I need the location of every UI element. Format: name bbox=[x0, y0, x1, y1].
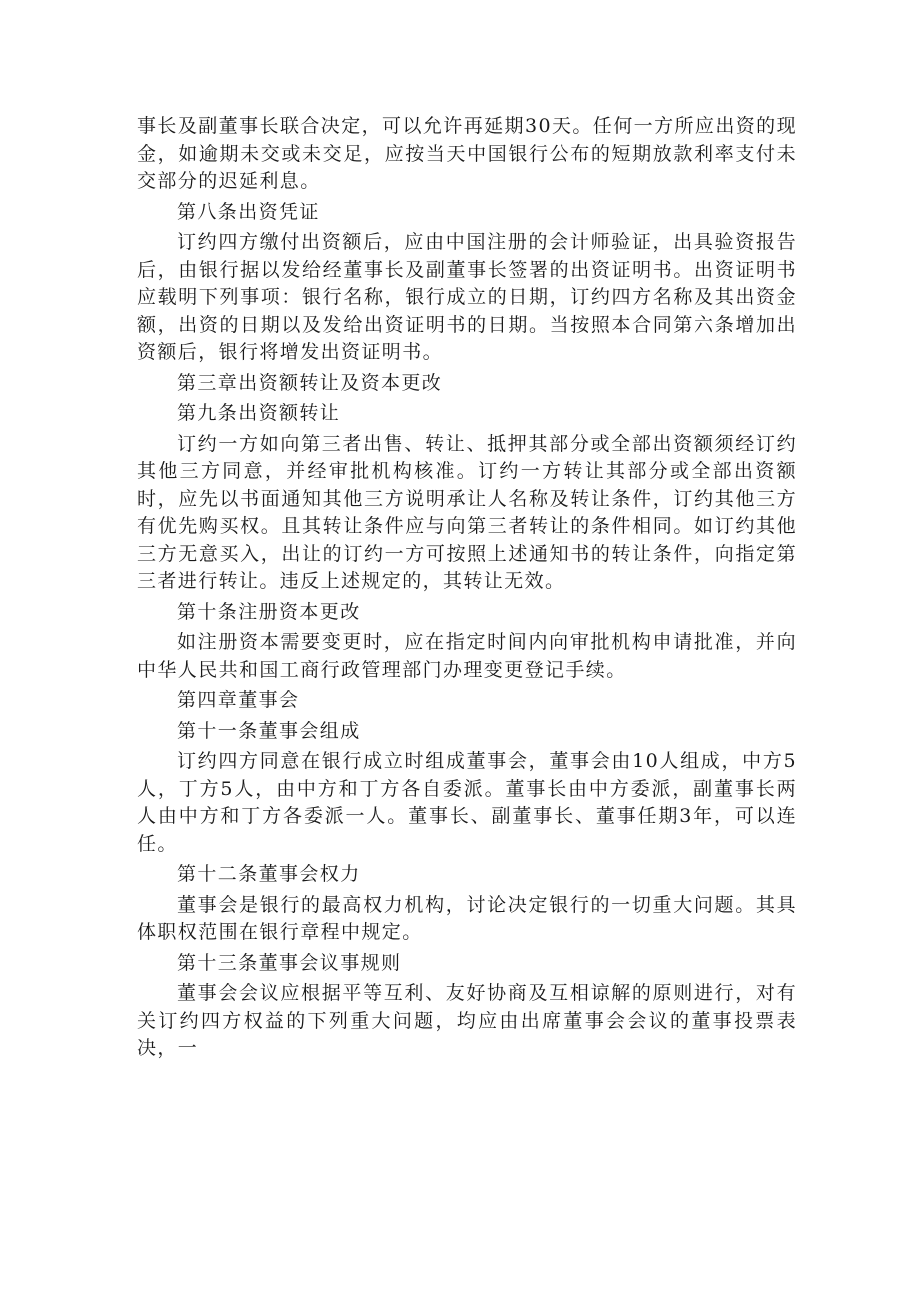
paragraph-article-13: 董事会会议应根据平等互利、友好协商及互相谅解的原则进行，对有关订约四方权益的下列重大问题，均应由出席董事会会议的董事投票表决，一 bbox=[137, 982, 797, 1059]
document-body bbox=[137, 113, 797, 1066]
article-heading-11: 第十一条董事会组成 bbox=[177, 719, 361, 742]
paragraph-article-9: 订约一方如向第三者出售、转让、抵押其部分或全部出资额须经订约其他三方同意，并经审批机构核准。订约一方转让其部分或全部出资额时，应先以书面通知其他三方说明承让人名称及转让条件，订约其他三方有优先购买权。且其转让条件应与向第三者转让的条件相同。如订约其他三方无意买入，出让的订约一方可按照上述通知书的转让条件，向指定第三者进行转让。违反上述规定的，其转让无效。 bbox=[137, 432, 797, 592]
article-heading-13: 第十三条董事会议事规则 bbox=[177, 951, 402, 974]
paragraph-article-11: 订约四方同意在银行成立时组成董事会，董事会由10人组成，中方5人，丁方5人，由中方和丁方各自委派。董事长由中方委派，副董事长两人由中方和丁方各委派一人。董事长、副董事长、董事任期3年，可以连任。 bbox=[137, 750, 797, 855]
article-heading-8: 第八条出资凭证 bbox=[177, 200, 320, 223]
paragraph-article-12: 董事会是银行的最高权力机构，讨论决定银行的一切重大问题。其具体职权范围在银行章程中规定。 bbox=[137, 893, 797, 943]
paragraph-article-10: 如注册资本需要变更时，应在指定时间内向审批机构申请批准，并向中华人民共和国工商行政管理部门办理变更登记手续。 bbox=[137, 631, 797, 681]
article-heading-9: 第九条出资额转让 bbox=[177, 402, 341, 424]
paragraph-article-8: 订约四方缴付出资额后，应由中国注册的会计师验证，出具验资报告后，由银行据以发给经董事长及副董事长签署的出资证明书。出资证明书应载明下列事项：银行名称，银行成立的日期，订约四方名称及其出资金额，出资的日期以及发给出资证明书的日期。当按照本合同第六条增加出资额后，银行将增发出资证明书。 bbox=[137, 231, 797, 363]
article-heading-10: 第十条注册资本更改 bbox=[177, 600, 361, 623]
chapter-heading-4: 第四章董事会 bbox=[177, 689, 300, 711]
article-heading-12: 第十二条董事会权力 bbox=[177, 863, 361, 885]
paragraph-continuation: 事长及副董事长联合决定，可以允许再延期30天。任何一方所应出资的现金，如逾期未交或未交足，应按当天中国银行公布的短期放款利率支付未交部分的迟延利息。 bbox=[137, 115, 797, 192]
chapter-heading-3: 第三章出资额转让及资本更改 bbox=[177, 371, 443, 394]
